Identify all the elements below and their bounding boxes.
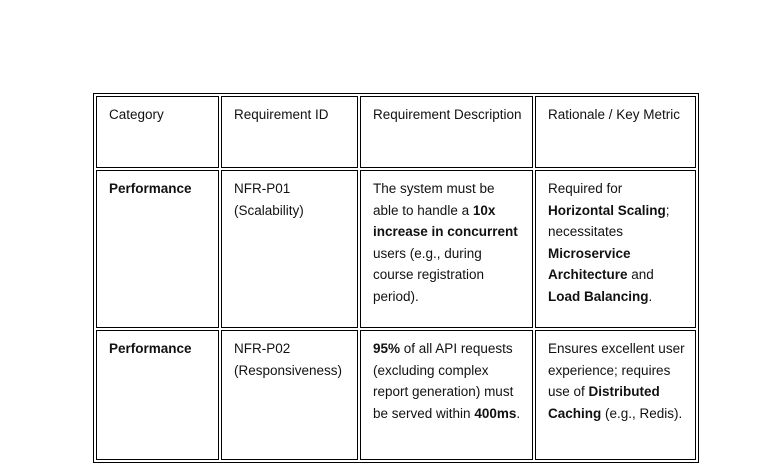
text-run: . — [648, 288, 653, 304]
header-requirement-description: Requirement Description — [360, 96, 533, 168]
table-row — [96, 170, 696, 328]
cell-rationale — [535, 170, 696, 328]
header-requirement-id: Requirement ID — [221, 96, 358, 168]
header-category: Category — [96, 96, 219, 168]
text-run: The system must be able to handle a — [373, 181, 495, 218]
emphasized-text: Distributed Caching — [548, 384, 660, 421]
emphasized-text: Microservice Architecture — [548, 245, 631, 282]
text-run: Required for — [548, 181, 623, 196]
table-header-row — [96, 96, 696, 168]
emphasized-text: 95% — [373, 341, 401, 356]
emphasized-text: 10x increase in concurrent — [373, 202, 518, 239]
requirement-id-label: (Scalability) — [234, 202, 304, 218]
text-run: ; necessitates — [548, 202, 670, 239]
requirement-id-label: (Responsiveness) — [234, 362, 343, 378]
cell-category: Performance — [96, 330, 219, 460]
requirements-table — [93, 93, 699, 463]
text-run: (e.g., Redis). — [601, 405, 683, 421]
text-run: users (e.g., during course registration period). — [373, 245, 485, 304]
text-run: and — [627, 267, 654, 282]
cell-requirement-id — [221, 170, 358, 328]
emphasized-text: Load Balancing — [548, 288, 649, 304]
header-rationale: Rationale / Key Metric — [535, 96, 696, 168]
text-run: of all API requests (excluding complex report generation) must be served within — [373, 341, 514, 421]
emphasized-text: 400ms — [474, 405, 517, 421]
text-run: Ensures excellent user experience; requires use of — [548, 341, 685, 399]
requirement-id-code: NFR-P02 — [234, 341, 291, 356]
emphasized-text: Horizontal Scaling — [548, 202, 666, 218]
cell-description — [360, 170, 533, 328]
requirement-id-code: NFR-P01 — [234, 181, 291, 196]
cell-category: Performance — [96, 170, 219, 328]
text-run: . — [516, 405, 521, 421]
